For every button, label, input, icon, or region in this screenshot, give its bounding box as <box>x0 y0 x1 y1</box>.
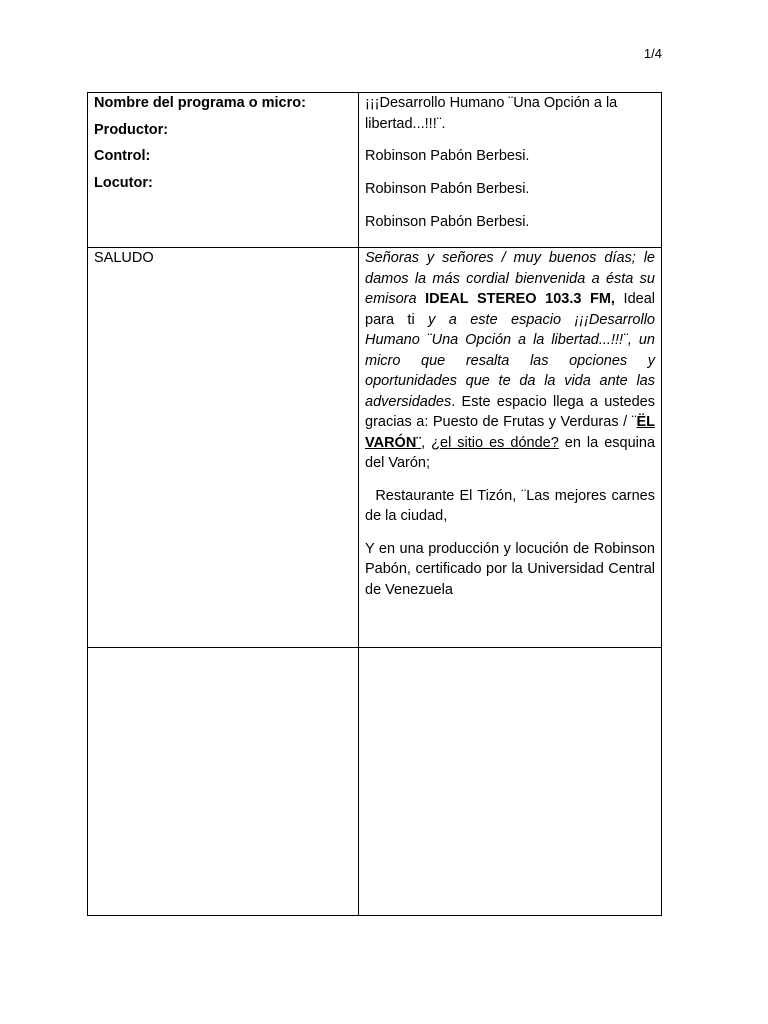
greeting-section-label: SALUDO <box>94 250 154 266</box>
sponsor-name: ËL VARÓN¨ <box>365 414 655 451</box>
announcer-value: Robinson Pabón Berbesi. <box>365 214 530 230</box>
station-name: IDEAL STEREO 103.3 FM, <box>425 291 615 307</box>
header-values-cell <box>359 93 662 248</box>
greeting-text-cell <box>359 248 662 648</box>
control-value: Robinson Pabón Berbesi. <box>365 180 530 197</box>
producer-value: Robinson Pabón Berbesi. <box>365 148 530 164</box>
program-name-value: ¡¡¡Desarrollo Humano ¨Una Opción a la libertad...!!!¨. <box>365 95 618 132</box>
greeting-row <box>88 248 662 648</box>
empty-right-cell <box>359 648 662 916</box>
greeting-paragraph-3: Y en una producción y locución de Robinson Pabón, certificado por la Universidad Central de Venezuela <box>365 540 655 598</box>
greeting-paragraph-1 <box>365 248 655 474</box>
sponsor-location-text: en la esquina del Varón; <box>365 434 656 471</box>
greeting-label-cell <box>88 248 359 648</box>
program-name-label: Nombre del programa o micro: <box>94 95 306 111</box>
empty-left-cell <box>88 648 359 916</box>
program-description-text: y a este espacio ¡¡¡Desarrollo Humano ¨Una Opción a la libertad...!!!¨, un micro que resalta las opciones y oportunidades que te da la vida ante las adversidades <box>365 311 655 410</box>
producer-label: Productor: <box>94 121 169 138</box>
ideal-text: Ideal para ti <box>365 291 655 328</box>
announcer-label: Locutor: <box>94 174 153 191</box>
sponsor-separator: , <box>421 434 432 451</box>
page-number: 1/4 <box>643 46 662 61</box>
sponsor-tagline: ¿el sitio es dónde? <box>431 434 559 451</box>
header-labels-cell <box>88 93 359 248</box>
control-label: Control: <box>94 148 151 164</box>
header-row <box>88 93 662 248</box>
script-table <box>87 92 662 916</box>
greeting-intro-text: Señoras y señores / muy buenos días; le damos la más cordial bienvenida a ésta su emisora <box>365 250 655 307</box>
sponsor-thanks-text: . Este espacio llega a ustedes gracias a: Puesto de Frutas y Verduras / ¨ <box>365 393 655 430</box>
empty-row <box>88 648 662 916</box>
greeting-paragraph-2: Restaurante El Tizón, ¨Las mejores carnes de la ciudad, <box>365 487 660 524</box>
